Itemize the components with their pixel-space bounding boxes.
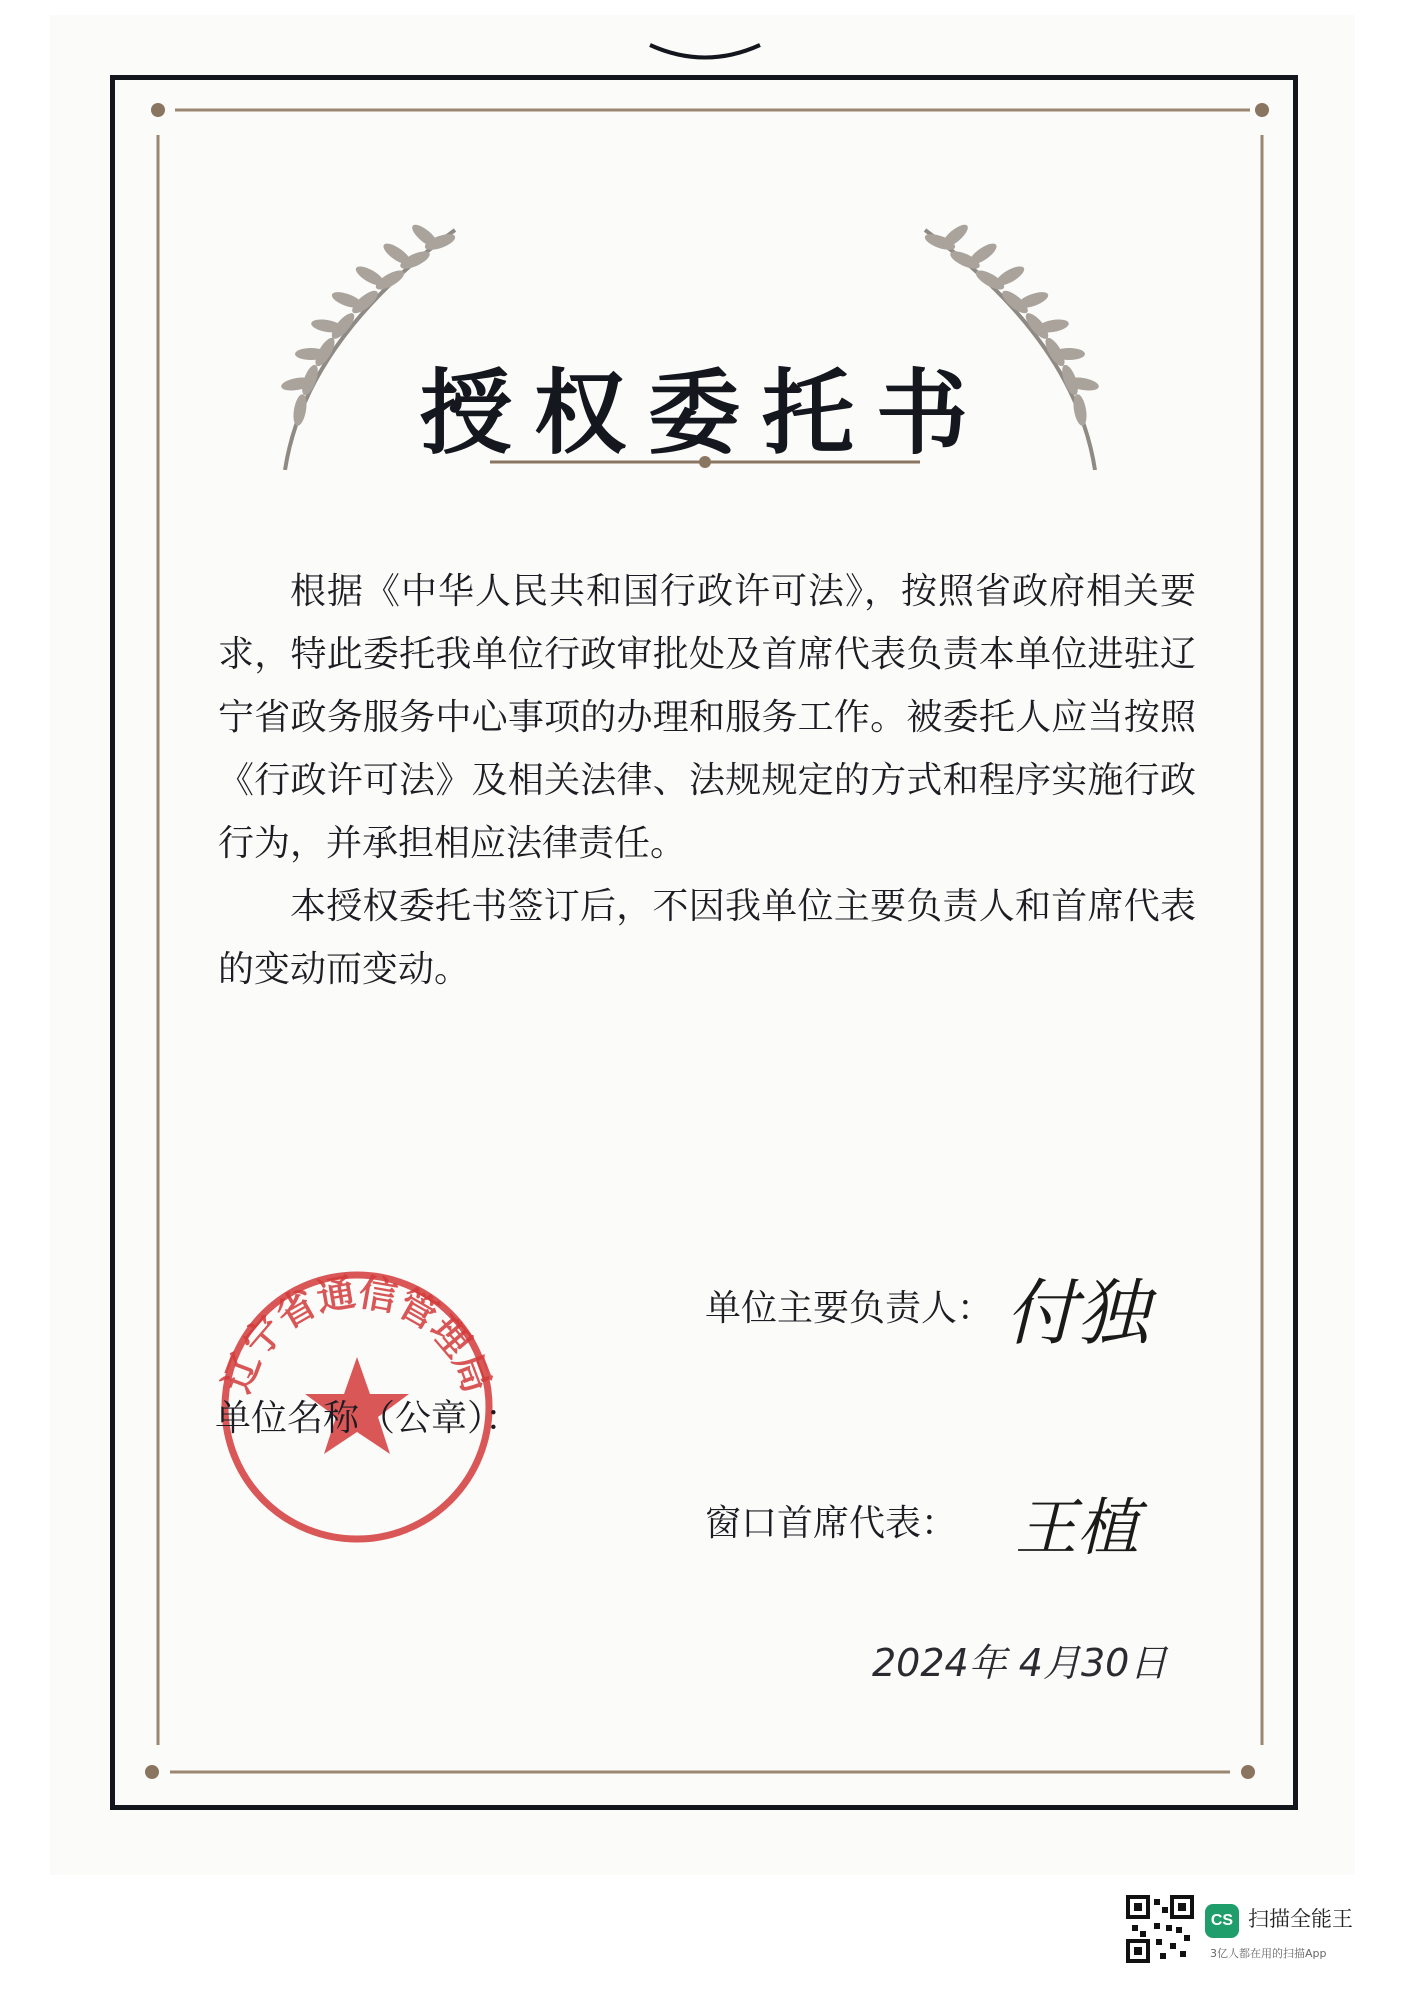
representative-label: 窗口首席代表：: [705, 1503, 958, 1544]
qr-code-icon: [1126, 1895, 1194, 1963]
unit-name-label: 单位名称（公章）：: [215, 1398, 522, 1439]
document-date: 2024年 4月30日: [872, 1641, 1168, 1685]
app-name: 扫描全能王: [1248, 1907, 1353, 1931]
app-logo-icon: CS: [1205, 1904, 1239, 1938]
principal-label: 单位主要负责人：: [705, 1288, 994, 1329]
app-slogan: 3亿人都在用的扫描App: [1210, 1947, 1327, 1960]
representative-signature: 王植: [1015, 1491, 1140, 1564]
document-body: [218, 560, 1196, 1001]
document-title: 授权委托书: [419, 359, 990, 467]
seal-text: 辽宁省通信管理局: [213, 1269, 501, 1399]
principal-signature: 付独: [1005, 1271, 1150, 1355]
body-paragraph-2: 本授权委托书签订后，不因我单位主要负责人和首席代表的变动而变动。: [218, 886, 1196, 990]
body-paragraph-1: 根据《中华人民共和国行政许可法》，按照省政府相关要求，特此委托我单位行政审批处及首席代表负责本单位进驻辽宁省政务服务中心事项的办理和服务工作。被委托人应当按照《行政许可法》及相关法律、法规规定的方式和程序实施行政行为，并承担相应法律责任。: [218, 571, 1196, 864]
